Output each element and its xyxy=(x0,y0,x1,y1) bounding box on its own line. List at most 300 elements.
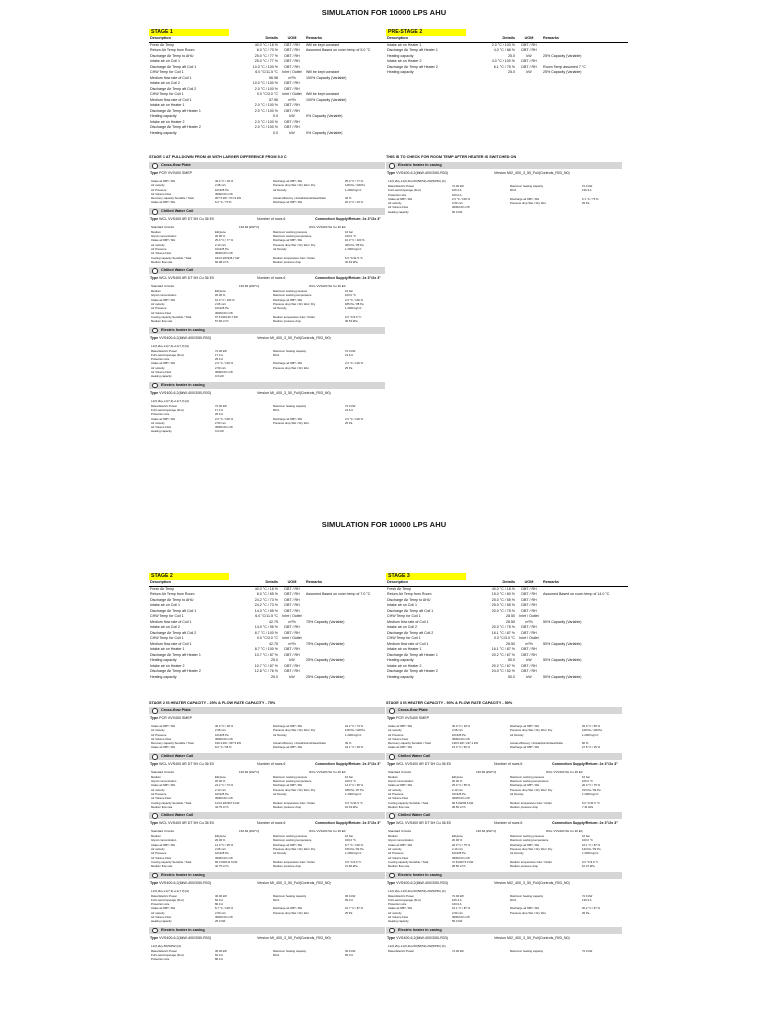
spec-label: Rated Electric Power xyxy=(151,348,178,353)
spec-label: Air Density xyxy=(273,246,287,251)
spec-value: 36.53 kPa xyxy=(345,319,358,324)
component-icon xyxy=(152,708,158,714)
table-cell: 50% Capacity (Variable) xyxy=(543,641,582,646)
spec-value: 2.10 m/s xyxy=(215,787,226,792)
table-cell: 25.0 xyxy=(508,53,515,58)
spec-label: Intake air DBT / RH xyxy=(388,196,413,201)
spec-label: Medium flow rate xyxy=(151,319,173,324)
column-header: UOM xyxy=(516,36,542,42)
spec-label: Air velocity xyxy=(388,847,402,852)
circuit-value: L1(6,2k)+L1(6,2k)+50(50/52)+50(50/52) [A] xyxy=(388,888,446,893)
type-value: VVS400-6,2(8kW-400/3/50-R03) xyxy=(396,935,448,940)
table-row xyxy=(149,131,391,137)
column-header: Description xyxy=(386,36,464,42)
component-panel xyxy=(149,327,385,379)
spec-label: MCA xyxy=(273,897,280,902)
type-value: PCR VVS400 SMEP xyxy=(396,716,430,720)
circuit-value: L1(6,2k)+L1(7,3)+L1(7,3) [A] xyxy=(151,343,190,348)
spec-value: 0.0 °C/3.0 °C xyxy=(582,859,599,864)
spec-value: 2.0 °C / 100 % xyxy=(215,416,234,421)
spec-label: Air Volume Flow xyxy=(151,425,172,430)
spec-label: Heating capacity xyxy=(151,374,172,379)
spec-label: Air Density xyxy=(510,791,524,796)
spec-label: Intake air DBT / RH xyxy=(388,724,413,728)
circuit-value: 136.84 [kW/°C] xyxy=(239,829,260,834)
table-cell: 40.0 °C / 18 % xyxy=(491,586,515,591)
type-prefix: Type xyxy=(150,880,159,885)
spec-value: 60.5 kW/96.6 kW xyxy=(452,800,474,805)
spec-value: 101325 Pa xyxy=(215,246,229,251)
spec-value: 2.50 m/s xyxy=(215,365,226,370)
spec-value: 160.0 A xyxy=(452,902,462,907)
table-cell: 6.0 °C/11.5 °C xyxy=(255,614,278,618)
table-cell: Assumed Based on room temp of 14.0 °C xyxy=(543,592,610,596)
spec-value: 188 Pa / 87 Pa xyxy=(345,787,364,792)
spec-label: Rated Electric Power xyxy=(151,403,178,408)
spec-value: 2.08 m/s xyxy=(215,183,226,188)
table-cell: Return Air Temp from Room xyxy=(387,592,432,596)
spec-label: Air velocity xyxy=(388,910,402,915)
spec-label: Air velocity xyxy=(151,302,165,307)
component-bar xyxy=(149,707,385,714)
table-cell: CHW Temp for Coil 1 xyxy=(387,614,421,618)
type-extra: Number of rows 6 xyxy=(494,821,523,826)
type-prefix: Type xyxy=(150,216,159,221)
type-value: WCL VVS400 6R DT 5H Cu 36 E0 xyxy=(159,821,215,826)
spec-row xyxy=(149,919,385,923)
spec-value: 190.3 kW / 337.5 kW xyxy=(215,741,241,746)
spec-label: Medium xyxy=(151,774,161,779)
spec-value: 166 Pa / 82 Pa xyxy=(345,847,364,852)
spec-label: Intake air DBT / RH xyxy=(151,906,176,911)
spec-label: Air Density xyxy=(273,851,287,856)
type-line xyxy=(149,714,385,724)
table-cell: m³/h xyxy=(288,619,296,624)
column-header: Remarks xyxy=(305,580,391,586)
spec-value: 2.50 m/s xyxy=(452,201,463,206)
table-cell: 0.0 °C/3.0 °C xyxy=(493,636,515,640)
spec-list xyxy=(149,344,385,379)
spec-value: 36000.00 m³/h xyxy=(452,855,471,860)
spec-value: 72.0 kW xyxy=(345,348,356,353)
component-icon xyxy=(152,873,158,879)
table-cell: DBT / RH xyxy=(284,103,300,107)
spec-label: Glycol concentration xyxy=(151,779,177,784)
spec-value: 207.5 kW / 371.9 kW xyxy=(215,196,241,201)
spec-value: 36000.00 m³/h xyxy=(215,425,234,430)
table-cell: 25.0 °C / 55 % xyxy=(491,603,515,607)
spec-label: Maximum heating capacity xyxy=(510,184,544,188)
component-icon xyxy=(389,754,395,760)
spec-list xyxy=(386,724,622,750)
spec-value: 8.0 °C / 65 % xyxy=(215,745,232,750)
table-cell: 25.0 xyxy=(508,70,515,74)
spec-value: 16.43 kPa xyxy=(345,804,358,809)
spec-label: Full Load Amperage (FLA) xyxy=(151,952,184,957)
spec-label: Medium flow rate xyxy=(151,864,173,869)
spec-value: 160.0 A xyxy=(452,192,462,197)
component-bar xyxy=(149,327,385,334)
component-bar xyxy=(386,707,622,714)
spec-label: Air Volume Flow xyxy=(151,370,172,375)
spec-row xyxy=(386,745,622,749)
table-cell: Heating capacity xyxy=(150,674,177,679)
spec-value: 14.0 °C / 95 % xyxy=(345,783,364,788)
spec-label: Intake air DBT / RH xyxy=(151,783,176,788)
spec-label: Air Density xyxy=(273,187,287,192)
table-cell: 25.0 °C / 77 % xyxy=(254,53,278,58)
table-cell: kW xyxy=(526,674,532,679)
table-cell: Medium flow rate of Coil 1 xyxy=(387,619,429,624)
spec-label: Cooling capacity Sensible / Total xyxy=(388,800,429,805)
spec-value: 101325 Pa xyxy=(215,187,229,192)
table-cell: DBT / RH xyxy=(284,125,300,129)
component-title: Chilled Water Coil xyxy=(161,813,194,818)
table-cell: 16.1 °C / 87 % xyxy=(491,630,515,635)
table-cell: 50.0 xyxy=(508,658,515,662)
spec-label: Medium pressure drop xyxy=(510,804,538,809)
spec-value: 25.0 °C / 55 % xyxy=(582,724,601,728)
spec-label: Intake air DBT / RH xyxy=(388,745,413,750)
table-cell: 10.7 °C / 87 % xyxy=(254,652,278,657)
spec-value: 20.00 % xyxy=(452,838,463,843)
type-value: PCR VVS400 SMEP xyxy=(159,171,193,175)
table-cell: 50% Capacity (Variable) xyxy=(543,674,582,679)
column-header: UOM xyxy=(279,36,305,42)
type-line xyxy=(149,760,385,770)
spec-value: 2.0 °C / 100 % xyxy=(345,416,364,421)
spec-label: Recovery capacity Sensible / Total xyxy=(388,741,431,746)
spec-label: Actual efficiency / Actual/Humid/Heat Ratio xyxy=(273,741,326,746)
spec-value: 65.3 kW/111.9 kW xyxy=(215,859,238,864)
spec-label: Full Load Amperage (FLA) xyxy=(151,407,184,412)
table-cell: DBT / RH xyxy=(521,625,537,629)
spec-label: Pressure drop Wet / Dry Wet / Dry xyxy=(273,183,316,188)
spec-value: 14.0 °C / 95 % xyxy=(215,842,234,847)
component-bar xyxy=(386,162,622,169)
spec-label: Air velocity xyxy=(151,847,165,852)
spec-value: 185 Pa / 88 Pa xyxy=(345,302,364,307)
spec-value: 36000.00 m³/h xyxy=(215,191,234,196)
spec-value: 2.10 m/s xyxy=(215,242,226,247)
spec-value: 16 bar xyxy=(345,834,353,839)
spec-value: 2.08 m/s xyxy=(452,728,463,733)
spec-label: Heating capacity xyxy=(388,919,409,924)
table-cell: DBT / RH xyxy=(521,59,537,63)
spec-label: Air Volume Flow xyxy=(388,855,409,860)
spec-value: 36000.00 m³/h xyxy=(215,736,234,741)
spec-value: 36000.00 m³/h xyxy=(215,251,234,256)
spec-value: 1.2000 kg/m³ xyxy=(345,732,362,737)
type-line xyxy=(149,274,385,284)
component-icon xyxy=(152,268,158,274)
spec-value: 1.2000 kg/m³ xyxy=(345,187,362,192)
spec-label: Air velocity xyxy=(151,183,165,188)
stage-label: STAGE 3 xyxy=(386,573,466,580)
component-icon xyxy=(152,754,158,760)
spec-label: Glycol concentration xyxy=(388,779,414,784)
table-cell: Discharge Air Temp aft Coil 1 xyxy=(387,608,434,613)
type-line xyxy=(386,879,622,889)
spec-label: Rated Electric Power xyxy=(388,893,415,898)
component-bar xyxy=(149,382,385,389)
table-cell: DBT / RH xyxy=(521,630,537,635)
spec-value: 80.0 A xyxy=(215,902,223,907)
table-cell: DBT / RH xyxy=(284,86,300,91)
spec-list xyxy=(149,225,385,264)
type-line xyxy=(149,334,385,344)
spec-label: Medium pressure drop xyxy=(273,259,301,264)
spec-value: 36.0 kW xyxy=(345,893,356,898)
spec-value: 2.50 m/s xyxy=(215,910,226,915)
spec-label: Discharge air DBT / RH xyxy=(510,842,540,847)
spec-label: Air Pressure xyxy=(151,306,167,311)
table-cell: 100% Capacity (Variable) xyxy=(306,97,347,102)
table-cell: 40.0 °C / 18 % xyxy=(254,42,278,47)
spec-value: 20.00 % xyxy=(215,779,226,784)
table-cell: 24.0 °C / 52 % xyxy=(491,669,515,673)
column-header: UOM xyxy=(279,580,305,586)
spec-label: Pressure drop Wet / Dry Wet / Dry xyxy=(273,242,316,247)
spec-label: Medium xyxy=(151,834,161,839)
spec-label: Rated Electric Power xyxy=(388,184,415,188)
table-cell: Intake air on Coil 1 xyxy=(150,59,180,63)
type-connection: Connection Supply/Return: 2x 3"/2x 3" xyxy=(552,821,618,826)
spec-label: Discharge air DBT / RH xyxy=(510,196,540,201)
table-cell: DBT / RH xyxy=(521,597,537,602)
spec-label: Medium temperature Inlet / Outlet xyxy=(273,859,315,864)
spec-list xyxy=(386,889,622,924)
circuit-value: WCL VVS400 5H Cu 36 E0 xyxy=(309,284,346,289)
type-prefix: Type xyxy=(150,821,159,826)
type-connection: Connection Supply/Return: 2x 3"/2x 3" xyxy=(315,276,381,281)
spec-label: Air velocity xyxy=(151,420,165,425)
table-cell: 2.0 °C / 100 % xyxy=(491,42,515,47)
spec-value: 46 % xyxy=(345,196,352,201)
type-extra: Version MI_400_3_50_Full(Controls_R03_N0) xyxy=(257,880,331,885)
table-cell: Inlet / Outlet xyxy=(519,614,539,618)
table-cell: 50.0 xyxy=(508,674,515,679)
spec-label: Medium pressure drop xyxy=(273,319,301,324)
prestage-component-panels xyxy=(386,162,622,217)
spec-label: Medium pressure drop xyxy=(273,804,301,809)
circuit-value: Standard Circuits xyxy=(388,829,412,834)
spec-label: Cooling capacity Sensible / Total xyxy=(388,859,429,864)
spec-label: Glycol concentration xyxy=(388,838,414,843)
spec-label: MCA xyxy=(510,188,517,193)
spec-label: Air Pressure xyxy=(151,851,167,856)
spec-list xyxy=(149,179,385,205)
table-cell: 25.0 °C / 55 % xyxy=(491,597,515,602)
spec-label: Recovery capacity Sensible / Total xyxy=(151,741,194,746)
table-cell: CHW Temp for Coil 1 xyxy=(150,614,184,618)
spec-value: 2.0 °C / 100 % xyxy=(345,297,364,302)
spec-value: 20.00 % xyxy=(215,234,226,239)
spec-row xyxy=(149,429,385,433)
spec-value: 36000.00 m³/h xyxy=(215,310,234,315)
type-prefix: Type xyxy=(387,935,396,940)
spec-label: Full Load Amperage (FLA) xyxy=(388,897,421,902)
spec-value: 16 bar xyxy=(345,289,353,294)
table-cell: Heating capacity xyxy=(387,70,414,74)
spec-label: Full Load Amperage (FLA) xyxy=(151,897,184,902)
table-cell: DBT / RH xyxy=(521,663,537,668)
table-cell: 75% Capacity (Variable) xyxy=(306,619,345,624)
table-cell: Medium flow rate of Coil 1 xyxy=(150,619,192,624)
circuit-value: Standard Circuits xyxy=(151,769,175,774)
spec-row xyxy=(386,919,622,923)
spec-label: Medium temperature Inlet / Outlet xyxy=(273,800,315,805)
stage-table xyxy=(149,36,391,136)
table-cell: 20.0 °C / 75 % xyxy=(491,608,515,613)
prestage2-table xyxy=(386,29,622,76)
table-cell: Intake air on Heater 2 xyxy=(150,663,185,668)
circuit-value: WCL VVS400 5H Cu 36 E0 xyxy=(309,829,346,834)
spec-label: Discharge air DBT / RH xyxy=(273,906,303,911)
spec-value: 101325 Pa xyxy=(215,732,229,737)
component-panel xyxy=(149,208,385,264)
spec-label: Intake air DBT / RH xyxy=(388,906,413,911)
spec-label: Rated Electric Power xyxy=(388,948,415,953)
spec-label: MCA xyxy=(510,897,517,902)
circuit-value: 136.84 [kW/°C] xyxy=(476,769,497,774)
column-header: Remarks xyxy=(542,36,628,42)
spec-value: 32.64 kPa xyxy=(345,259,358,264)
component-panel xyxy=(149,812,385,868)
component-title: Chilled Water Coil xyxy=(161,208,194,213)
table-cell: Discharge Air Temp aft Coil 1 xyxy=(150,608,197,613)
spec-value: 2.0 °C / 100 % xyxy=(215,361,234,366)
spec-label: Air Volume Flow xyxy=(151,796,172,801)
spec-value: 101325 Pa xyxy=(452,851,466,856)
spec-value: 153 Pa / 84 Pa xyxy=(582,787,601,792)
component-title: Electric heater in casing xyxy=(161,382,205,387)
spec-label: Medium temperature Inlet / Outlet xyxy=(510,800,552,805)
spec-value: 40.0 °C / 18 % xyxy=(215,724,234,728)
spec-value: 16 bar xyxy=(345,774,353,779)
table-cell: DBT / RH xyxy=(284,603,300,607)
circuit-value: WCL VVS400 5H Cu 36 E0 xyxy=(309,769,346,774)
spec-value: 72.0 kW xyxy=(582,948,593,953)
spec-label: Protection size xyxy=(151,357,170,362)
type-value: VVS400-6,2(8kW-400/3/50-R03) xyxy=(159,390,211,395)
table-cell: kW xyxy=(289,114,295,118)
table-row xyxy=(386,592,628,598)
spec-value: Ethylene xyxy=(215,834,226,839)
column-header: Description xyxy=(149,580,227,586)
spec-value: 128 Pa / 118 Pa xyxy=(582,728,602,733)
table-cell: m³/h xyxy=(525,641,533,646)
table-cell: Discharge Air Temp aft Heater 1 xyxy=(150,108,201,113)
spec-label: Air velocity xyxy=(151,787,165,792)
spec-label: Intake air DBT / RH xyxy=(151,745,176,750)
spec-value: 65.0 A xyxy=(345,952,353,957)
type-value: WCL VVS400 6R DT 5H Cu 36 E0 xyxy=(159,276,215,281)
spec-label: Maximum heating capacity xyxy=(273,948,307,953)
circuit-value: Standard Circuits xyxy=(151,224,175,229)
spec-value: 0.0 °C/3.0 °C xyxy=(345,859,362,864)
component-title: Chilled Water Coil xyxy=(161,753,194,758)
table-cell: Intake air on Heater 2 xyxy=(387,59,422,63)
table-cell: Medium flow rate of Coil 1 xyxy=(150,641,192,646)
spec-value: 40.0 °C / 18 % xyxy=(215,179,234,183)
type-line xyxy=(149,879,385,889)
spec-label: Pressure drop Wet / Dry Wet xyxy=(510,910,546,915)
spec-value: 148.0 kW / 247.1 kW xyxy=(452,741,478,746)
component-bar xyxy=(149,162,385,169)
spec-value: 24.2 °C / 73 % xyxy=(345,724,364,728)
spec-value: 1.2000 kg/m³ xyxy=(345,306,362,311)
spec-value: 100.0 °C xyxy=(345,779,356,784)
spec-value: 130.3 A xyxy=(582,188,592,193)
table-cell: Will be kept constant xyxy=(306,92,340,96)
spec-value: 72.00 kW xyxy=(452,893,464,898)
table-cell: DBT / RH xyxy=(521,603,537,607)
circuit-value: L1(6,2k)+50(50/52) [A] xyxy=(151,943,182,948)
spec-label: Discharge air DBT / RH xyxy=(273,361,303,366)
spec-label: Discharge air DBT / RH xyxy=(510,783,540,788)
spec-value: 16.1 °C / 87 % xyxy=(452,906,471,911)
table-cell: DBT / RH xyxy=(521,652,537,657)
spec-row xyxy=(149,864,385,868)
type-extra: Version MI2_400_3_50_Full(Controls_R03_N0) xyxy=(494,880,570,885)
table-cell: 25% Capacity (Variable) xyxy=(306,674,345,679)
table-cell: Intake air on Heater 2 xyxy=(150,119,185,124)
type-connection: Connection Supply/Return: 2x 3"/2x 3" xyxy=(552,761,618,766)
component-icon xyxy=(389,813,395,819)
table-cell: 25% Capacity (Variable) xyxy=(543,53,582,58)
component-title: Electric heater in casing xyxy=(161,872,205,877)
spec-value: Ethylene xyxy=(215,289,226,294)
spec-label: MCA xyxy=(273,952,280,957)
type-value: WCL VVS400 6R DT 5H Cu 36 E0 xyxy=(396,821,452,826)
component-panel xyxy=(149,753,385,809)
table-cell: Intake air on Coil 2 xyxy=(150,625,180,629)
type-extra: Version MI_400_3_50_Full(Controls_R03_N0) xyxy=(257,335,331,340)
spec-label: Air velocity xyxy=(388,728,402,733)
table-cell: Heating capacity xyxy=(387,53,414,58)
spec-value: Ethylene xyxy=(452,834,463,839)
table-cell: kW xyxy=(526,658,532,662)
spec-label: Intake air DBT / RH xyxy=(151,297,176,302)
spec-label: Medium flow rate xyxy=(151,259,173,264)
table-cell: DBT / RH xyxy=(521,42,537,47)
spec-value: 124.0 kW/267.6 kW xyxy=(215,800,240,805)
spec-value: 1.2000 kg/m³ xyxy=(582,732,599,737)
spec-label: Pressure drop Wet / Dry Wet / Dry xyxy=(273,728,316,733)
spec-label: Maximum working pressure xyxy=(510,774,545,779)
spec-value: 6.0 °C / 70 % xyxy=(215,200,232,205)
type-line xyxy=(386,714,622,724)
table-cell: DBT / RH xyxy=(284,586,300,591)
type-value: VVS400-6,2(8kW-400/3/50-R03) xyxy=(396,880,448,885)
spec-label: Air velocity xyxy=(151,242,165,247)
spec-label: Pressure drop Wet / Dry Wet / Dry xyxy=(510,847,553,852)
spec-value: 2.0 °C / 100 % xyxy=(452,196,471,201)
table-cell: 50% Capacity (Variable) xyxy=(543,658,582,662)
spec-value: 106.3 A xyxy=(452,188,462,193)
spec-value: 130.3 A xyxy=(582,897,592,902)
spec-value: 25 Pa xyxy=(345,420,353,425)
spec-value: 1.2000 kg/m³ xyxy=(582,851,599,856)
table-row xyxy=(149,48,391,54)
spec-value: 36000.00 m³/h xyxy=(215,915,234,920)
component-title: Cross-flow Plate xyxy=(161,708,191,712)
spec-label: Maximum working temperature xyxy=(510,838,549,843)
component-title: Electric heater in casing xyxy=(398,163,442,167)
table-cell: Assumed Based on room temp of 5.0 °C xyxy=(306,48,371,52)
type-prefix: Type xyxy=(150,276,159,281)
